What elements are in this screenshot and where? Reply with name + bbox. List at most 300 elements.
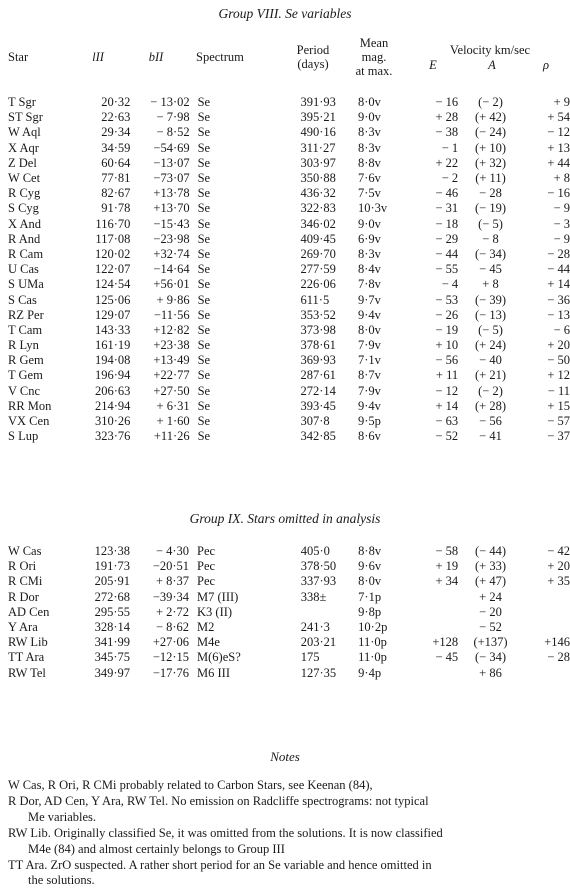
velocity-a: − 56	[479, 414, 502, 429]
galactic-longitude: 295·55	[94, 604, 131, 619]
mean-magnitude: 6·9v	[357, 231, 381, 246]
galactic-latitude: −54·69	[153, 140, 190, 155]
table-row	[8, 338, 570, 353]
galactic-longitude: 272·68	[94, 589, 131, 604]
period: 311·27	[300, 140, 336, 155]
velocity-rho: − 12	[547, 125, 570, 140]
table-row	[8, 414, 570, 429]
galactic-latitude: + 9·86	[156, 292, 190, 307]
star-name: RR Mon	[8, 398, 52, 413]
star-name: RW Lib	[8, 635, 48, 650]
table-row	[8, 95, 570, 110]
table-row	[8, 262, 570, 277]
galactic-longitude: 345·75	[94, 650, 131, 665]
table-row	[8, 323, 570, 338]
galactic-latitude: −17·76	[152, 665, 190, 680]
velocity-a: (− 5)	[478, 322, 503, 337]
velocity-e: + 11	[435, 368, 459, 383]
table-row	[8, 574, 570, 589]
spectrum: M6 III	[197, 665, 231, 680]
period: 353·52	[300, 307, 336, 322]
table-row	[8, 650, 570, 665]
star-name: S Cas	[8, 292, 37, 307]
velocity-rho: + 9	[553, 95, 570, 110]
galactic-latitude: −11·56	[153, 307, 190, 322]
group-viii-title: Group VIII. Se variables	[218, 6, 352, 21]
spectrum: Se	[197, 171, 211, 186]
galactic-latitude: −14·64	[153, 262, 190, 277]
star-name: R Lyn	[8, 338, 39, 353]
table-row	[8, 590, 570, 605]
galactic-longitude: 82·67	[101, 186, 131, 201]
galactic-latitude: +12·82	[153, 322, 190, 337]
period: 436·32	[300, 186, 336, 201]
note-line: R Dor, AD Cen, Y Ara, RW Tel. No emission on Radcliffe spectrograms: not typical	[8, 794, 429, 808]
velocity-e: − 58	[435, 544, 459, 559]
velocity-rho: − 9	[553, 231, 570, 246]
period: 303·97	[300, 155, 336, 170]
velocity-a: (− 19)	[475, 201, 506, 216]
spectrum: Se	[197, 110, 211, 125]
spectrum: Se	[197, 201, 211, 216]
table-row	[8, 384, 570, 399]
mean-magnitude: 7·5v	[357, 186, 381, 201]
note-line: RW Lib. Originally classified Se, it was omitted from the solutions. It is now classified	[8, 826, 443, 840]
galactic-latitude: −15·43	[153, 216, 190, 231]
velocity-e: + 28	[435, 110, 459, 125]
galactic-latitude: − 8·52	[156, 125, 190, 140]
velocity-a: (− 24)	[475, 125, 506, 140]
velocity-rho: − 9	[553, 201, 570, 216]
period: 405·0	[300, 544, 330, 559]
mean-magnitude: 8·0v	[358, 574, 382, 589]
period: 611·5	[300, 292, 330, 307]
star-name: R Gem	[8, 353, 44, 368]
velocity-a: (− 34)	[475, 246, 506, 261]
velocity-e	[403, 666, 458, 681]
mean-magnitude: 7·9v	[357, 383, 381, 398]
galactic-longitude: 20·32	[101, 95, 131, 110]
velocity-e: − 44	[435, 246, 459, 261]
velocity-e: − 12	[435, 383, 459, 398]
galactic-latitude: + 6·31	[156, 398, 190, 413]
velocity-rho: − 50	[547, 353, 570, 368]
spectrum: Pec	[197, 559, 216, 574]
star-name: R Cam	[8, 246, 44, 261]
period: 272·14	[300, 383, 336, 398]
velocity-a: (+137)	[473, 635, 508, 650]
table-row	[8, 635, 570, 650]
table-row	[8, 201, 570, 216]
mean-magnitude: 8·0v	[357, 322, 381, 337]
velocity-e	[403, 590, 458, 605]
mean-magnitude: 9·6v	[358, 559, 382, 574]
velocity-e: − 29	[435, 231, 459, 246]
galactic-latitude: +56·01	[153, 277, 190, 292]
galactic-longitude: 123·38	[94, 544, 131, 559]
table-row	[8, 308, 570, 323]
header-spectrum: Spectrum	[196, 50, 244, 64]
period: 346·02	[300, 216, 336, 231]
mean-magnitude: 8·8v	[357, 155, 381, 170]
velocity-a: (− 39)	[475, 292, 506, 307]
mean-magnitude: 7·1p	[358, 589, 382, 604]
table-row	[8, 186, 570, 201]
spectrum: Se	[197, 186, 211, 201]
galactic-longitude: 29·34	[101, 125, 131, 140]
velocity-rho: − 36	[547, 292, 570, 307]
mean-magnitude: 8·7v	[357, 368, 381, 383]
spectrum: M2	[197, 620, 215, 635]
galactic-latitude: +27·50	[153, 383, 190, 398]
velocity-e: + 19	[435, 559, 459, 574]
period: 127·35	[300, 665, 337, 680]
velocity-a: + 8	[482, 277, 499, 292]
mean-magnitude: 8·3v	[357, 125, 381, 140]
galactic-longitude: 143·33	[94, 322, 131, 337]
period: 203·21	[300, 635, 337, 650]
velocity-e: +128	[432, 635, 459, 650]
velocity-rho: − 42	[547, 544, 570, 559]
spectrum: Se	[197, 353, 211, 368]
period: 277·59	[300, 262, 336, 277]
galactic-longitude: 77·81	[101, 171, 131, 186]
galactic-longitude: 328·14	[94, 620, 131, 635]
galactic-longitude: 117·08	[95, 231, 131, 246]
note-line: M4e (84) and almost certainly belongs to Group III	[28, 842, 285, 856]
velocity-e: − 26	[435, 307, 459, 322]
spectrum: Se	[197, 216, 211, 231]
star-name: T Sgr	[8, 95, 36, 110]
spectrum: Pec	[197, 544, 216, 559]
period: 342·85	[300, 429, 336, 444]
mean-magnitude: 7·8v	[357, 277, 381, 292]
spectrum: K3 (II)	[197, 604, 233, 619]
spectrum: Se	[197, 338, 211, 353]
velocity-e: − 52	[435, 429, 459, 444]
galactic-latitude: +32·74	[153, 246, 190, 261]
velocity-rho: − 28	[547, 650, 570, 665]
period: 378·50	[300, 559, 337, 574]
table-row	[8, 125, 570, 140]
galactic-latitude: −73·07	[153, 171, 190, 186]
spectrum: Se	[197, 125, 211, 140]
galactic-longitude: 60·64	[101, 155, 131, 170]
period: 226·06	[300, 277, 336, 292]
galactic-longitude: 206·63	[94, 383, 131, 398]
velocity-a: − 8	[482, 231, 499, 246]
galactic-longitude: 310·26	[94, 414, 131, 429]
mean-magnitude: 8·3v	[357, 246, 381, 261]
mean-magnitude: 8·3v	[357, 140, 381, 155]
note-line: the solutions.	[28, 873, 95, 887]
velocity-rho: + 15	[547, 398, 570, 413]
velocity-a: − 28	[479, 186, 502, 201]
mean-magnitude: 8·0v	[357, 95, 381, 110]
star-name: Y Ara	[8, 620, 38, 635]
velocity-rho	[523, 666, 570, 681]
mean-magnitude: 9·4p	[358, 665, 382, 680]
velocity-a: (+ 10)	[475, 140, 506, 155]
galactic-longitude: 34·59	[101, 140, 131, 155]
spectrum: Se	[197, 292, 211, 307]
table-row	[8, 141, 570, 156]
star-name: W Aql	[8, 125, 41, 140]
galactic-longitude: 214·94	[94, 398, 131, 413]
velocity-e: − 2	[441, 171, 459, 186]
spectrum: Se	[197, 383, 211, 398]
star-name: V Cnc	[8, 383, 41, 398]
velocity-a: − 45	[479, 262, 502, 277]
star-name: T Cam	[8, 322, 43, 337]
galactic-latitude: +27·06	[152, 635, 190, 650]
star-name: U Cas	[8, 262, 39, 277]
mean-magnitude: 9·0v	[357, 216, 381, 231]
notes-title: Notes	[270, 749, 300, 764]
header-mean-mag: Mean mag. at max.	[355, 36, 393, 78]
galactic-longitude: 194·08	[94, 353, 131, 368]
header-b: bII	[148, 50, 164, 64]
table-row	[8, 353, 570, 368]
star-name: X Aqr	[8, 140, 39, 155]
velocity-rho	[523, 620, 570, 635]
mean-magnitude: 11·0p	[358, 650, 387, 665]
velocity-a: (+ 28)	[475, 398, 506, 413]
velocity-e: + 22	[435, 155, 459, 170]
period: 322·83	[300, 201, 336, 216]
galactic-longitude: 323·76	[94, 429, 131, 444]
spectrum: Se	[197, 155, 211, 170]
galactic-longitude: 196·94	[94, 368, 131, 383]
velocity-e: − 55	[435, 262, 459, 277]
mean-magnitude: 10·3v	[357, 201, 388, 216]
galactic-longitude: 22·63	[101, 110, 131, 125]
period: 337·93	[300, 574, 337, 589]
period: 350·88	[300, 171, 336, 186]
velocity-a: − 40	[479, 353, 502, 368]
table-row	[8, 605, 570, 620]
star-name: R Dor	[8, 589, 39, 604]
group-viii-table	[8, 95, 570, 444]
galactic-latitude: + 2·72	[155, 604, 190, 619]
header-period: Period (days)	[296, 43, 330, 71]
galactic-latitude: − 4·30	[155, 544, 190, 559]
table-row	[8, 171, 570, 186]
star-name: S Lup	[8, 429, 39, 444]
period: 269·70	[300, 246, 336, 261]
period: 307·8	[300, 414, 330, 429]
table-row	[8, 217, 570, 232]
galactic-latitude: + 1·60	[156, 414, 190, 429]
velocity-rho: + 35	[547, 574, 570, 589]
galactic-latitude: + 8·37	[155, 574, 190, 589]
velocity-e	[403, 620, 458, 635]
galactic-latitude: +11·26	[153, 429, 190, 444]
galactic-longitude: 116·70	[95, 216, 131, 231]
header-velocity: Velocity km/sec	[449, 43, 531, 57]
star-name: ST Sgr	[8, 110, 43, 125]
galactic-longitude: 124·54	[94, 277, 131, 292]
period: 369·93	[300, 353, 336, 368]
velocity-rho: + 44	[547, 155, 570, 170]
velocity-rho: − 37	[547, 429, 570, 444]
period: 490·16	[300, 125, 336, 140]
velocity-rho: + 14	[547, 277, 570, 292]
star-name: VX Cen	[8, 414, 50, 429]
velocity-rho: − 11	[547, 383, 570, 398]
mean-magnitude: 8·4v	[357, 262, 381, 277]
velocity-a: (+ 42)	[475, 110, 506, 125]
star-name: Z Del	[8, 155, 37, 170]
velocity-rho: + 20	[547, 338, 570, 353]
star-name: W Cas	[8, 544, 42, 559]
galactic-longitude: 129·07	[94, 307, 131, 322]
table-row	[8, 247, 570, 262]
galactic-latitude: +22·77	[153, 368, 190, 383]
velocity-a: − 52	[479, 620, 502, 635]
mean-magnitude: 8·8v	[358, 544, 382, 559]
velocity-rho: − 57	[547, 414, 570, 429]
galactic-latitude: − 8·62	[155, 620, 190, 635]
note-line: TT Ara. ZrO suspected. A rather short period for an Se variable and hence omitted in	[8, 858, 432, 872]
mean-magnitude: 7·1v	[357, 353, 381, 368]
velocity-a: (− 13)	[475, 307, 506, 322]
mean-magnitude: 10·2p	[358, 620, 388, 635]
period: 175	[300, 650, 320, 665]
velocity-rho: +146	[544, 635, 570, 650]
galactic-longitude: 349·97	[94, 665, 131, 680]
star-name: RW Tel	[8, 665, 46, 680]
velocity-rho: − 16	[547, 186, 570, 201]
mean-magnitude: 7·9v	[357, 338, 381, 353]
table-row	[8, 110, 570, 125]
spectrum: M4e	[197, 635, 220, 650]
table-row	[8, 232, 570, 247]
table-row	[8, 368, 570, 383]
spectrum: M(6)eS?	[197, 650, 241, 665]
velocity-e: + 34	[435, 574, 459, 589]
velocity-a: (− 2)	[478, 383, 503, 398]
mean-magnitude: 9·4v	[357, 307, 381, 322]
velocity-rho: − 6	[553, 322, 570, 337]
note-line: W Cas, R Ori, R CMi probably related to Carbon Stars, see Keenan (84),	[8, 778, 373, 792]
galactic-longitude: 120·02	[94, 246, 131, 261]
galactic-latitude: +13·49	[153, 353, 190, 368]
velocity-rho: + 13	[547, 140, 570, 155]
velocity-e: − 18	[435, 216, 459, 231]
table-row	[8, 620, 570, 635]
spectrum: M7 (III)	[197, 589, 239, 604]
note-line: Me variables.	[28, 810, 97, 824]
velocity-a: (− 44)	[475, 544, 507, 559]
velocity-rho: − 44	[547, 262, 570, 277]
galactic-longitude: 91·78	[101, 201, 131, 216]
star-name: X And	[8, 216, 41, 231]
spectrum: Se	[197, 414, 211, 429]
velocity-e	[403, 605, 458, 620]
velocity-e: − 4	[441, 277, 459, 292]
table-row	[8, 156, 570, 171]
mean-magnitude: 9·8p	[358, 604, 382, 619]
period: 287·61	[300, 368, 336, 383]
spectrum: Se	[197, 140, 211, 155]
velocity-a: (+ 47)	[475, 574, 507, 589]
period: 391·93	[300, 95, 336, 110]
header-l: lII	[92, 50, 104, 64]
period: 241·3	[300, 620, 330, 635]
galactic-latitude: +23·38	[153, 338, 190, 353]
table-row	[8, 666, 570, 681]
galactic-latitude: − 7·98	[156, 110, 190, 125]
period: 373·98	[300, 322, 336, 337]
spectrum: Se	[197, 368, 211, 383]
group-ix-title: Group IX. Stars omitted in analysis	[189, 511, 381, 526]
header-rho: ρ	[543, 58, 549, 72]
star-name: R And	[8, 231, 41, 246]
velocity-e: − 53	[435, 292, 459, 307]
velocity-rho	[523, 590, 570, 605]
spectrum: Se	[197, 398, 211, 413]
mean-magnitude: 11·0p	[358, 635, 387, 650]
star-name: S Cyg	[8, 201, 39, 216]
galactic-longitude: 191·73	[94, 559, 131, 574]
mean-magnitude: 7·6v	[357, 171, 381, 186]
star-name: RZ Per	[8, 307, 44, 322]
velocity-e: − 1	[441, 140, 459, 155]
velocity-e: − 31	[435, 201, 459, 216]
spectrum: Se	[197, 322, 211, 337]
velocity-e: − 45	[435, 650, 459, 665]
table-row	[8, 429, 570, 444]
velocity-a: (+ 32)	[475, 155, 506, 170]
star-name: W Cet	[8, 171, 41, 186]
star-name: R CMi	[8, 574, 43, 589]
mean-magnitude: 8·6v	[357, 429, 381, 444]
velocity-e: − 38	[435, 125, 459, 140]
velocity-a: − 20	[479, 604, 502, 619]
spectrum: Se	[197, 231, 211, 246]
spectrum: Se	[197, 429, 211, 444]
velocity-a: + 24	[479, 589, 502, 604]
galactic-longitude: 341·99	[94, 635, 131, 650]
star-name: T Gem	[8, 368, 43, 383]
velocity-a: (− 34)	[475, 650, 507, 665]
mean-magnitude: 9·4v	[357, 398, 381, 413]
velocity-a: (+ 33)	[475, 559, 507, 574]
mean-magnitude: 9·0v	[357, 110, 381, 125]
spectrum: Se	[197, 95, 211, 110]
galactic-latitude: −23·98	[153, 231, 190, 246]
velocity-a: (+ 11)	[475, 171, 506, 186]
galactic-longitude: 122·07	[94, 262, 131, 277]
spectrum: Pec	[197, 574, 216, 589]
velocity-a: + 86	[479, 665, 502, 680]
galactic-longitude: 161·19	[94, 338, 131, 353]
star-name: AD Cen	[8, 604, 50, 619]
velocity-e: − 46	[435, 186, 459, 201]
velocity-rho: − 3	[553, 216, 570, 231]
period: 338±	[300, 589, 327, 604]
galactic-latitude: −39·34	[152, 589, 190, 604]
velocity-e: − 16	[435, 95, 459, 110]
table-row	[8, 544, 570, 559]
period: 409·45	[300, 231, 336, 246]
galactic-latitude: −13·07	[153, 155, 190, 170]
mean-magnitude: 9·7v	[357, 292, 381, 307]
period: 378·61	[300, 338, 336, 353]
star-name: TT Ara	[8, 650, 45, 665]
galactic-latitude: −12·15	[152, 650, 190, 665]
